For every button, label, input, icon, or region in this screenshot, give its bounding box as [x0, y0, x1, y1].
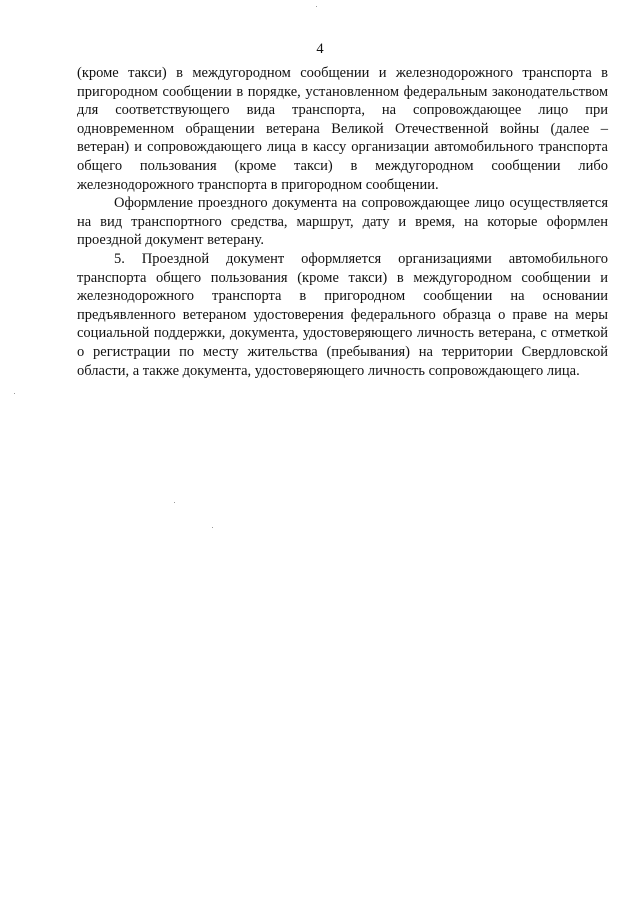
scan-speck: [316, 6, 317, 7]
paragraph-continuation: (кроме такси) в междугородном сообщении и железнодорожного транспорта в пригородном сообщении в порядке, установленном федеральным законодательством для соответствующего вида транспорта, на сопровождающее лицо при одновременном обращении ветерана Великой Отечественной войны (далее – ветеран) и сопровождающего лица в кассу организации автомобильного транспорта общего пользования (кроме такси) в междугородном сообщении либо железнодорожного транспорта в пригородном сообщении.: [77, 65, 608, 193]
page-number: 4: [316, 41, 324, 57]
paragraph-ticket-registration: Оформление проездного документа на сопровождающее лицо осуществляется на вид транспортного средства, маршрут, дату и время, на которые оформлен проездной документ ветерану.: [77, 195, 608, 249]
scan-speck: [212, 527, 213, 528]
paragraph-item-5: 5. Проездной документ оформляется организациями автомобильного транспорта общего пользования (кроме такси) в междугородном сообщении и железнодорожного транспорта в пригородном сообщении на основании предъявленного ветераном удостоверения федерального образца о праве на меры социальной поддержки, документа, удостоверяющего личность ветерана, с отметкой о регистрации по месту жительства (пребывания) на территории Свердловской области, а также документа, удостоверяющего личность сопровождающего лица.: [77, 250, 608, 379]
scan-speck: [14, 393, 15, 394]
document-body: [77, 64, 608, 380]
scan-speck: [174, 502, 175, 503]
